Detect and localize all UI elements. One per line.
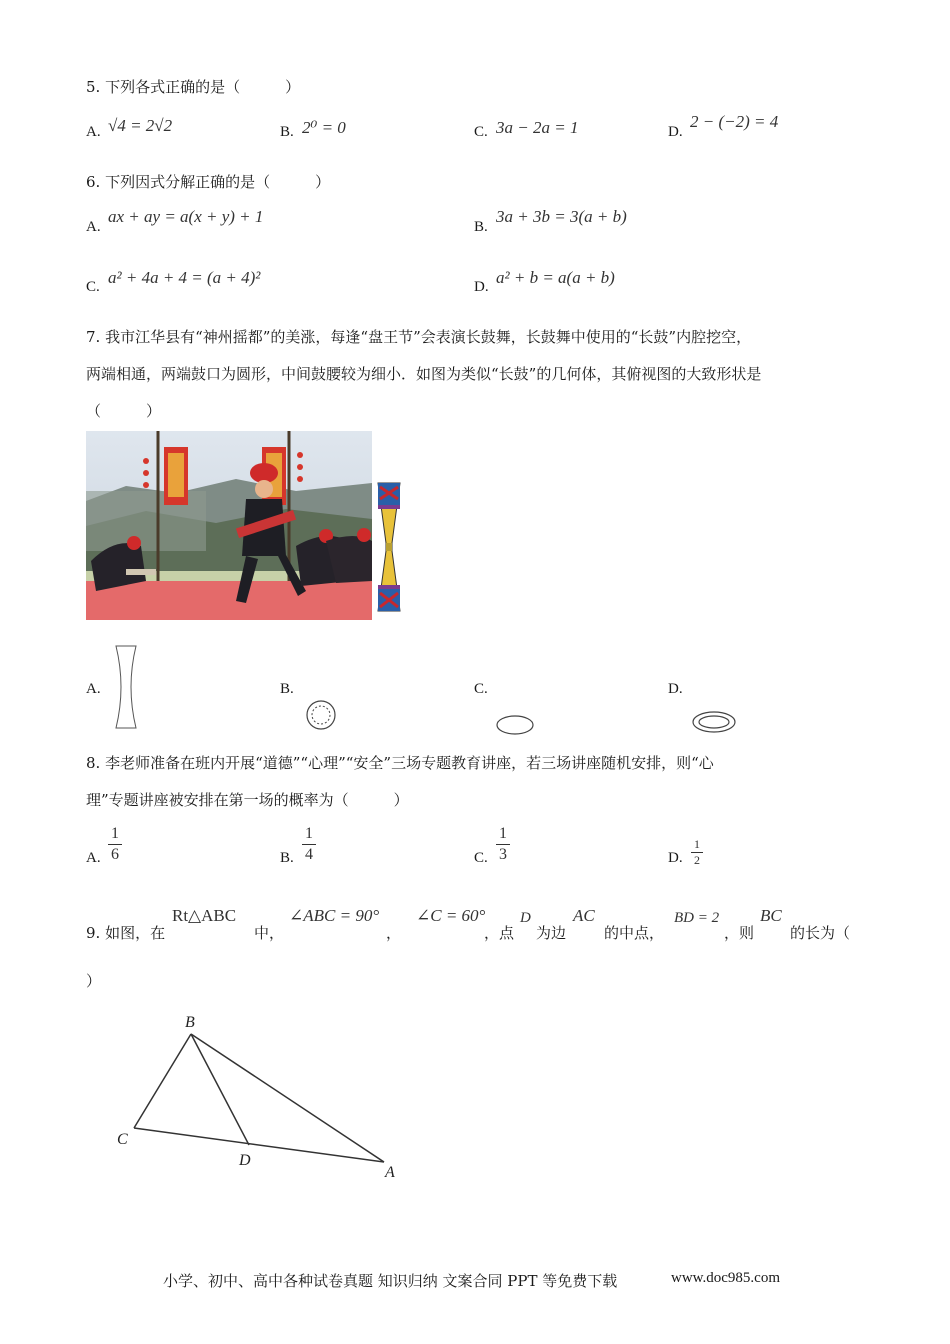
fraction-numerator: 1	[111, 825, 119, 842]
footer-url[interactable]: www.doc985.com	[671, 1270, 781, 1286]
q8-option-a-label: A.	[86, 850, 101, 866]
footer-text: 小学、初中、高中各种试卷真题 知识归纳 文案合同 PPT 等免费下载	[163, 1272, 618, 1290]
fraction-denominator: 4	[305, 846, 313, 863]
q9-text-7: 的长为（	[790, 924, 851, 942]
fraction-numerator: 1	[694, 837, 700, 851]
q7-option-c-label: C.	[474, 681, 488, 697]
q5-option-c-label: C.	[474, 124, 488, 140]
fraction-denominator: 3	[499, 846, 507, 863]
q9-math-ac: AC	[573, 906, 595, 925]
q6-option-b-label: B.	[474, 219, 488, 235]
q6-stem: 6. 下列因式分解正确的是（ ）	[86, 173, 331, 191]
q6-option-c-label: C.	[86, 279, 100, 295]
q5-option-d-expr: 2 − (−2) = 4	[690, 112, 779, 131]
q5-option-c-expr: 3a − 2a = 1	[496, 118, 579, 137]
q8-option-b-label: B.	[280, 850, 294, 866]
q7-option-a-figure	[112, 644, 140, 730]
triangle-diagram	[100, 1005, 410, 1190]
q5-option-b-label: B.	[280, 124, 294, 140]
vertex-label-a: A	[385, 1164, 395, 1181]
q9-text-2: ，	[386, 924, 402, 942]
q7-option-a-label: A.	[86, 681, 101, 697]
q9-text-3: ，点	[484, 924, 515, 942]
q7-option-c-figure	[495, 714, 535, 736]
q8-line-2: 理”专题讲座被安排在第一场的概率为（ ）	[86, 791, 409, 809]
q6-option-d-expr: a² + b = a(a + b)	[496, 268, 615, 287]
q9-math-angle-abc: ∠ABC = 90°	[289, 906, 380, 925]
q7-option-d-figure	[691, 709, 737, 735]
fraction-denominator: 6	[111, 846, 119, 863]
q6-option-c-expr: a² + 4a + 4 = (a + 4)²	[108, 268, 261, 287]
q7-line-1: 7. 我市江华县有“神州摇都”的美涨，每逢“盘王节”会表演长鼓舞，长鼓舞中使用的“长鼓”内腔挖空，	[86, 328, 752, 346]
q9-line-2: ）	[86, 972, 102, 990]
q9-math-triangle: Rt△ABC	[172, 906, 237, 925]
q9-prefix: 9. 如图，在	[86, 924, 166, 942]
fraction-denominator: 2	[694, 853, 700, 867]
q7-option-b-label: B.	[280, 681, 294, 697]
q9-math-bc: BC	[760, 906, 782, 925]
q8-option-b-fraction	[302, 825, 316, 864]
q8-option-d-fraction	[691, 838, 703, 867]
long-drum-illustration	[376, 481, 402, 613]
q9-text-6: ，则	[724, 924, 755, 942]
vertex-label-d: D	[239, 1152, 251, 1169]
q5-option-d-label: D.	[668, 124, 683, 140]
q6-option-d-label: D.	[474, 279, 489, 295]
q9-math-angle-c: ∠C = 60°	[416, 906, 486, 925]
q6-option-a-label: A.	[86, 219, 101, 235]
q8-option-c-fraction	[496, 825, 510, 864]
q6-option-b-expr: 3a + 3b = 3(a + b)	[496, 207, 627, 226]
fraction-numerator: 1	[499, 825, 507, 842]
long-drum-dance-photo	[86, 431, 372, 620]
q5-option-a-expr: √4 = 2√2	[108, 116, 173, 135]
q9-math-d: D	[520, 910, 531, 926]
q9-text-5: 的中点，	[604, 924, 665, 942]
q7-line-2: 两端相通，两端鼓口为圆形，中间鼓腰较为细小．如图为类似“长鼓”的几何体，其俯视图的大致形状是	[86, 365, 762, 383]
q5-stem: 5. 下列各式正确的是（ ）	[86, 78, 301, 96]
fraction-numerator: 1	[305, 825, 313, 842]
vertex-label-b: B	[185, 1014, 195, 1031]
q8-option-c-label: C.	[474, 850, 488, 866]
q7-option-d-label: D.	[668, 681, 683, 697]
q5-option-a-label: A.	[86, 124, 101, 140]
q8-option-a-fraction	[108, 825, 122, 864]
q6-option-a-expr: ax + ay = a(x + y) + 1	[108, 207, 264, 226]
q9-text-4: 为边	[536, 924, 567, 942]
q8-line-1: 8. 李老师准备在班内开展“道德”“心理”“安全”三场专题教育讲座，若三场讲座随机安排，则“心	[86, 754, 714, 772]
q8-option-d-label: D.	[668, 850, 683, 866]
vertex-label-c: C	[117, 1131, 128, 1148]
q9-math-bd: BD = 2	[674, 910, 720, 926]
q7-option-b-figure	[305, 699, 337, 731]
q5-option-b-expr: 2⁰ = 0	[302, 118, 346, 137]
q7-line-3: （ ）	[86, 402, 162, 420]
q9-text-1: 中，	[254, 924, 285, 942]
